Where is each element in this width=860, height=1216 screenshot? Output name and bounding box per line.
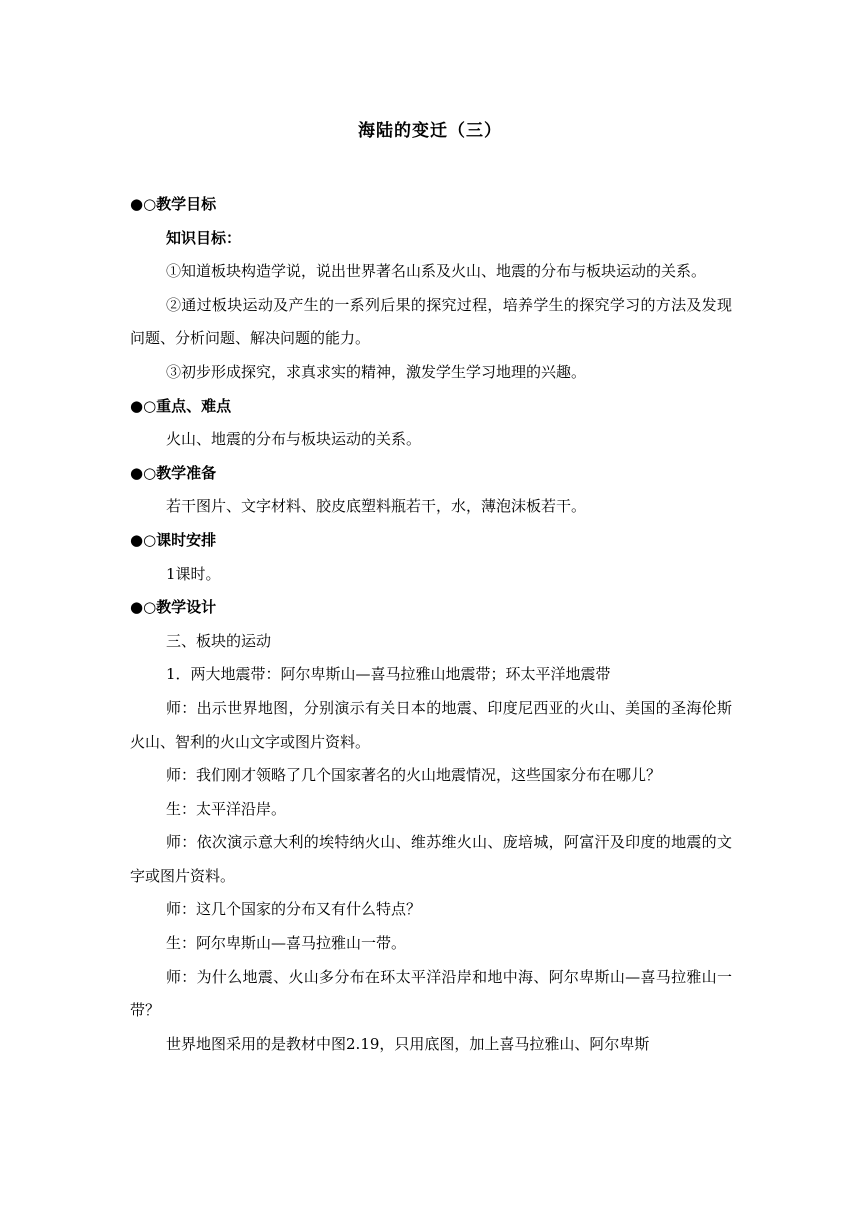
section-heading: ●○重点、难点 [130,396,232,415]
paragraph: 生：阿尔卑斯山—喜马拉雅山一带。 [166,934,407,953]
section-heading: ●○教学准备 [130,463,217,482]
sub-heading: 知识目标： [166,228,242,247]
paragraph: 若干图片、文字材料、胶皮底塑料瓶若干，水，薄泡沫板若干。 [166,497,587,516]
paragraph: ①知道板块构造学说，说出世界著名山系及火山、地震的分布与板块运动的关系。 [166,262,707,281]
paragraph: ③初步形成探究，求真求实的精神，激发学生学习地理的兴趣。 [166,362,587,381]
document-body [130,188,732,1061]
paragraph: 生：太平洋沿岸。 [166,799,287,818]
paragraph: 师：出示世界地图，分别演示有关日本的地震、印度尼西亚的火山、美国的圣海伦斯火山、智利的火山文字或图片资料。 [130,698,732,751]
paragraph: 师：我们刚才领略了几个国家著名的火山地震情况，这些国家分布在哪儿？ [166,766,662,785]
paragraph: 火山、地震的分布与板块运动的关系。 [166,430,422,449]
paragraph: 世界地图采用的是教材中图2.19，只用底图，加上喜马拉雅山、阿尔卑斯 [166,1034,650,1053]
paragraph: 1．两大地震带：阿尔卑斯山—喜马拉雅山地震带；环太平洋地震带 [166,665,611,684]
paragraph: 师：为什么地震、火山多分布在环太平洋沿岸和地中海、阿尔卑斯山—喜马拉雅山一带？ [130,967,732,1020]
section-heading: ●○课时安排 [130,530,217,549]
paragraph: 师：这几个国家的分布又有什么特点？ [166,900,422,919]
paragraph: 三、板块的运动 [166,631,272,650]
section-heading: ●○教学设计 [130,598,217,617]
paragraph: 师：依次演示意大利的埃特纳火山、维苏维火山、庞培城，阿富汗及印度的地震的文字或图片资料。 [130,833,732,885]
paragraph: 1课时。 [166,564,221,583]
paragraph: ②通过板块运动及产生的一系列后果的探究过程，培养学生的探究学习的方法及发现问题、分析问题、解决问题的能力。 [130,295,732,348]
page-title: 海陆的变迁（三） [358,121,502,141]
section-heading: ●○教学目标 [130,195,217,213]
